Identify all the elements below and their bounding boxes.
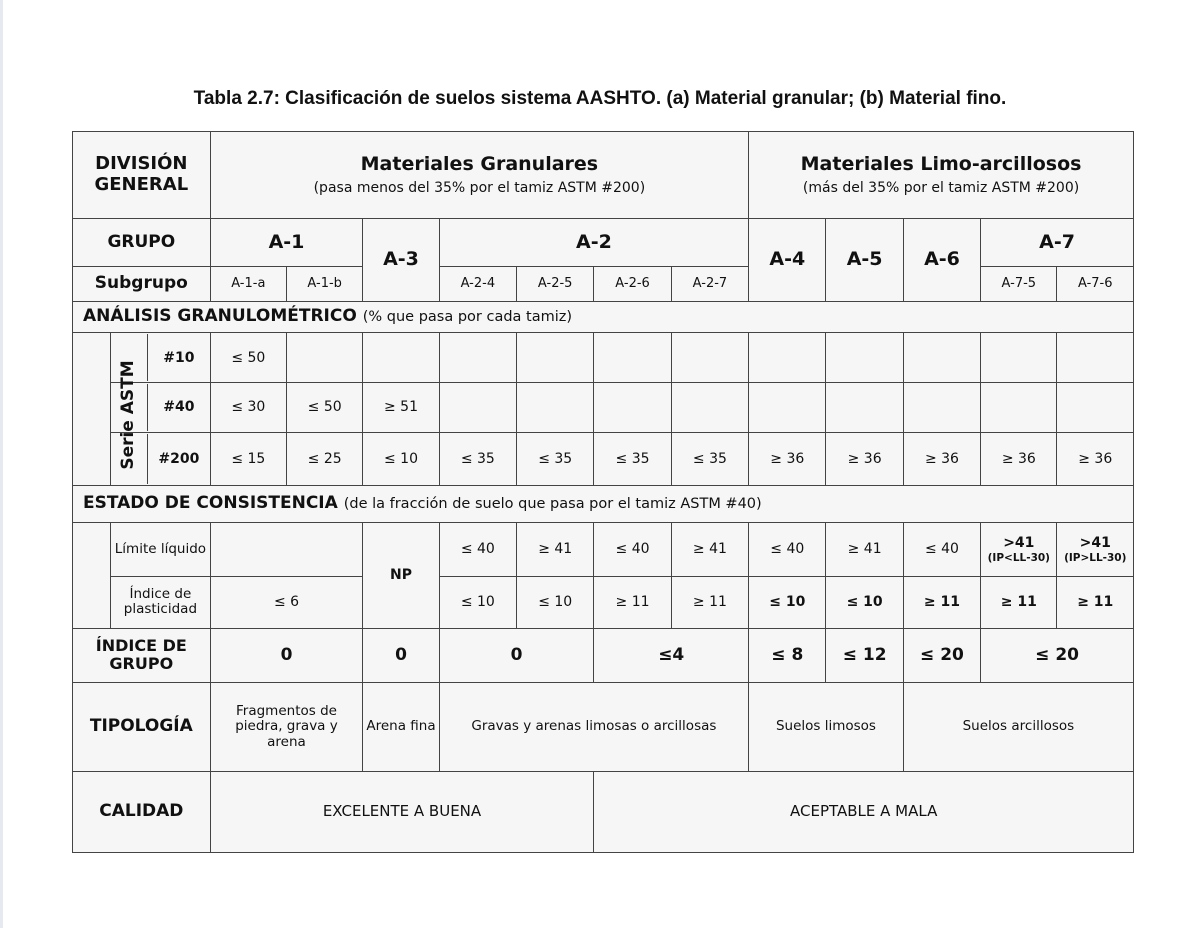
- sieve-40-label: #40: [163, 399, 195, 416]
- g10-a75: [981, 333, 1057, 383]
- g40-a1a: ≤ 30: [210, 383, 286, 433]
- g10-a25: [517, 333, 594, 383]
- ll-a26: ≤ 40: [594, 523, 671, 577]
- np-a3: NP: [363, 523, 439, 629]
- group-a4: A-4: [749, 219, 826, 302]
- g200-a5: ≥ 36: [826, 432, 903, 485]
- subgroup-a26: A-2-6: [594, 266, 671, 301]
- g40-a76: [1057, 383, 1134, 433]
- typology-a2: Gravas y arenas limosas o arcillosas: [439, 682, 748, 771]
- granulometric-indent: [73, 333, 111, 485]
- division-general-header: DIVISIÓN GENERAL: [73, 132, 211, 219]
- ll-a76-value: >41: [1079, 535, 1111, 552]
- group-label: GRUPO: [73, 219, 211, 267]
- g40-a5: [826, 383, 903, 433]
- subgroup-a27: A-2-7: [671, 266, 748, 301]
- g200-a27: ≤ 35: [671, 432, 748, 485]
- pi-a5: ≤ 10: [826, 576, 903, 628]
- granulometric-note: (% que pasa por cada tamiz): [362, 309, 573, 326]
- g40-a1b: ≤ 50: [286, 383, 362, 433]
- ll-a5: ≥ 41: [826, 523, 903, 577]
- ll-a4: ≤ 40: [749, 523, 826, 577]
- ll-a24: ≤ 40: [439, 523, 516, 577]
- quality-label: CALIDAD: [73, 771, 211, 852]
- g10-a27: [671, 333, 748, 383]
- subgroup-label: Subgrupo: [73, 266, 211, 301]
- sieve-10-label: #10: [163, 349, 195, 366]
- g200-a24: ≤ 35: [439, 432, 516, 485]
- sieve-200-label: #200: [158, 450, 200, 467]
- g200-a25: ≤ 35: [517, 432, 594, 485]
- consistency-indent: [73, 523, 111, 629]
- table-caption: Tabla 2.7: Clasificación de suelos sistema AASHTO. (a) Material granular; (b) Material fino.: [193, 88, 1007, 109]
- g40-a4: [749, 383, 826, 433]
- group-index-label: ÍNDICE DE GRUPO: [73, 628, 211, 682]
- quality-poor: ACEPTABLE A MALA: [594, 771, 1134, 852]
- group-a6: A-6: [903, 219, 980, 302]
- gi-a2-second: ≤4: [594, 628, 749, 682]
- gi-a7: ≤ 20: [981, 628, 1134, 682]
- g40-a3: ≥ 51: [363, 383, 439, 433]
- g40-a27: [671, 383, 748, 433]
- pi-a24: ≤ 10: [439, 576, 516, 628]
- g200-a3: ≤ 10: [363, 432, 439, 485]
- ll-a6: ≤ 40: [903, 523, 980, 577]
- g40-a24: [439, 383, 516, 433]
- g10-a1a: ≤ 50: [210, 333, 286, 383]
- ll-a76: [1057, 523, 1134, 577]
- g200-a26: ≤ 35: [594, 432, 671, 485]
- ll-a25: ≥ 41: [517, 523, 594, 577]
- g10-a26: [594, 333, 671, 383]
- g10-a4: [749, 333, 826, 383]
- subgroup-a24: A-2-4: [439, 266, 516, 301]
- granular-subtitle: (pasa menos del 35% por el tamiz ASTM #200): [313, 179, 646, 196]
- plasticity-index-label: Índice de plasticidad: [111, 576, 210, 628]
- g40-a75: [981, 383, 1057, 433]
- subgroup-a76: A-7-6: [1057, 266, 1134, 301]
- consistency-title: ESTADO DE CONSISTENCIA: [83, 493, 338, 514]
- consistency-section-header: [73, 485, 1134, 522]
- g200-a75: ≥ 36: [981, 432, 1057, 485]
- ll-a75-note: (IP<LL-30): [987, 551, 1050, 564]
- group-a7: A-7: [981, 219, 1134, 267]
- page-edge-rule: [0, 0, 3, 928]
- typology-a6-a7: Suelos arcillosos: [903, 682, 1133, 771]
- granular-materials-header: [210, 132, 748, 219]
- g10-a1b: [286, 333, 362, 383]
- g40-a6: [903, 383, 980, 433]
- typology-label: TIPOLOGÍA: [73, 682, 211, 771]
- g200-a6: ≥ 36: [903, 432, 980, 485]
- g10-a24: [439, 333, 516, 383]
- pi-a6: ≥ 11: [903, 576, 980, 628]
- gi-a6: ≤ 20: [903, 628, 980, 682]
- g10-a5: [826, 333, 903, 383]
- g200-a1a: ≤ 15: [210, 432, 286, 485]
- pi-a75: ≥ 11: [981, 576, 1057, 628]
- liquid-limit-label: Límite líquido: [111, 523, 210, 577]
- ll-a76-note: (IP>LL-30): [1064, 551, 1127, 564]
- g200-a4: ≥ 36: [749, 432, 826, 485]
- subgroup-a1a: A-1-a: [210, 266, 286, 301]
- aashto-classification-table: [72, 131, 1134, 853]
- ll-a75-value: >41: [1003, 535, 1035, 552]
- g10-a6: [903, 333, 980, 383]
- pi-a27: ≥ 11: [671, 576, 748, 628]
- pi-a76: ≥ 11: [1057, 576, 1134, 628]
- series-astm-label-wrap: [111, 344, 145, 486]
- granulometric-title: ANÁLISIS GRANULOMÉTRICO: [83, 306, 357, 327]
- g200-a76: ≥ 36: [1057, 432, 1134, 485]
- pi-a25: ≤ 10: [517, 576, 594, 628]
- fine-title: Materiales Limo-arcillosos: [800, 153, 1082, 176]
- g10-a3: [363, 333, 439, 383]
- series-astm-label: Serie ASTM: [118, 360, 138, 470]
- subgroup-a1b: A-1-b: [286, 266, 362, 301]
- pi-a1: ≤ 6: [210, 576, 363, 628]
- ll-a75: [981, 523, 1057, 577]
- fine-materials-header: [749, 132, 1134, 219]
- pi-a4: ≤ 10: [749, 576, 826, 628]
- gi-a4: ≤ 8: [749, 628, 826, 682]
- ll-a27: ≥ 41: [671, 523, 748, 577]
- typology-a1: Fragmentos de piedra, grava y arena: [210, 682, 363, 771]
- granular-title: Materiales Granulares: [360, 153, 599, 176]
- consistency-note: (de la fracción de suelo que pasa por el tamiz ASTM #40): [343, 496, 762, 513]
- subgroup-a25: A-2-5: [517, 266, 594, 301]
- g40-a25: [517, 383, 594, 433]
- group-a2: A-2: [439, 219, 748, 267]
- typology-a4-a5: Suelos limosos: [749, 682, 904, 771]
- g40-a26: [594, 383, 671, 433]
- group-a3: A-3: [363, 219, 439, 302]
- group-a5: A-5: [826, 219, 903, 302]
- gi-a1: 0: [210, 628, 363, 682]
- gi-a2-first: 0: [439, 628, 594, 682]
- subgroup-a75: A-7-5: [981, 266, 1057, 301]
- group-a1: A-1: [210, 219, 363, 267]
- granulometric-section-header: [73, 302, 1134, 333]
- gi-a5: ≤ 12: [826, 628, 903, 682]
- quality-good: EXCELENTE A BUENA: [210, 771, 594, 852]
- gi-a3: 0: [363, 628, 439, 682]
- g10-a76: [1057, 333, 1134, 383]
- fine-subtitle: (más del 35% por el tamiz ASTM #200): [802, 179, 1080, 196]
- g200-a1b: ≤ 25: [286, 432, 362, 485]
- pi-a26: ≥ 11: [594, 576, 671, 628]
- typology-a3: Arena fina: [363, 682, 439, 771]
- ll-a1-empty: [210, 523, 363, 577]
